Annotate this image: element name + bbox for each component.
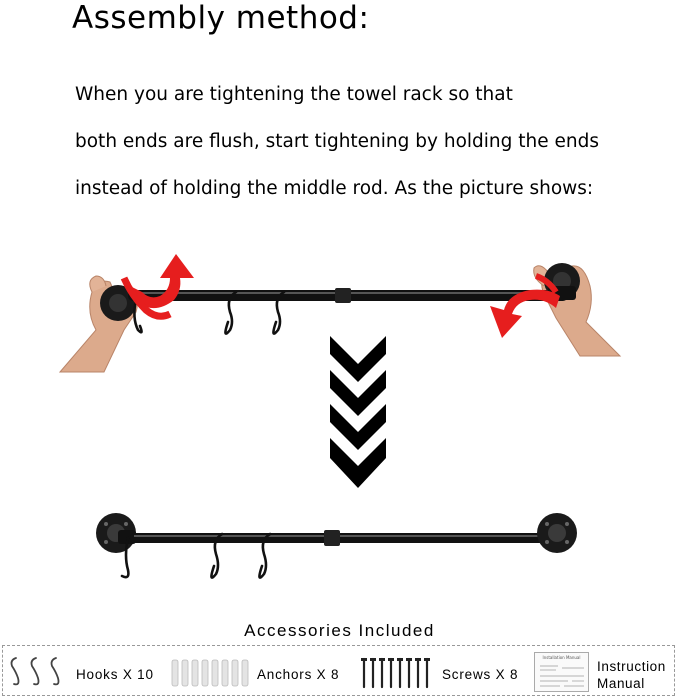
anchors-label: Anchors X 8 bbox=[257, 667, 340, 682]
right-rotation-arrow-icon bbox=[490, 276, 560, 338]
s-hook-icon bbox=[8, 654, 70, 690]
manual-diagram-icon bbox=[538, 662, 586, 690]
instruction-line-2: both ends are flush, start tightening by holding the ends bbox=[75, 131, 599, 152]
instruction-line-1: When you are tightening the towel rack so that bbox=[75, 84, 513, 105]
instruction-line-3: instead of holding the middle rod. As the picture shows: bbox=[75, 178, 594, 199]
screw-icon bbox=[360, 656, 438, 690]
down-chevrons-icon bbox=[330, 336, 386, 488]
manual-thumb-heading: Installation Manual bbox=[542, 655, 581, 660]
assembly-title: Assembly method: bbox=[72, 0, 370, 36]
anchor-icon bbox=[170, 656, 252, 690]
accessories-title: Accessories Included bbox=[244, 621, 435, 640]
instruction-manual-label: Instruction Manual bbox=[597, 659, 666, 691]
hooks-label: Hooks X 10 bbox=[76, 667, 154, 682]
instruction-manual-thumbnail bbox=[534, 652, 589, 692]
screws-label: Screws X 8 bbox=[442, 667, 519, 682]
bottom-towel-rack bbox=[96, 513, 577, 553]
